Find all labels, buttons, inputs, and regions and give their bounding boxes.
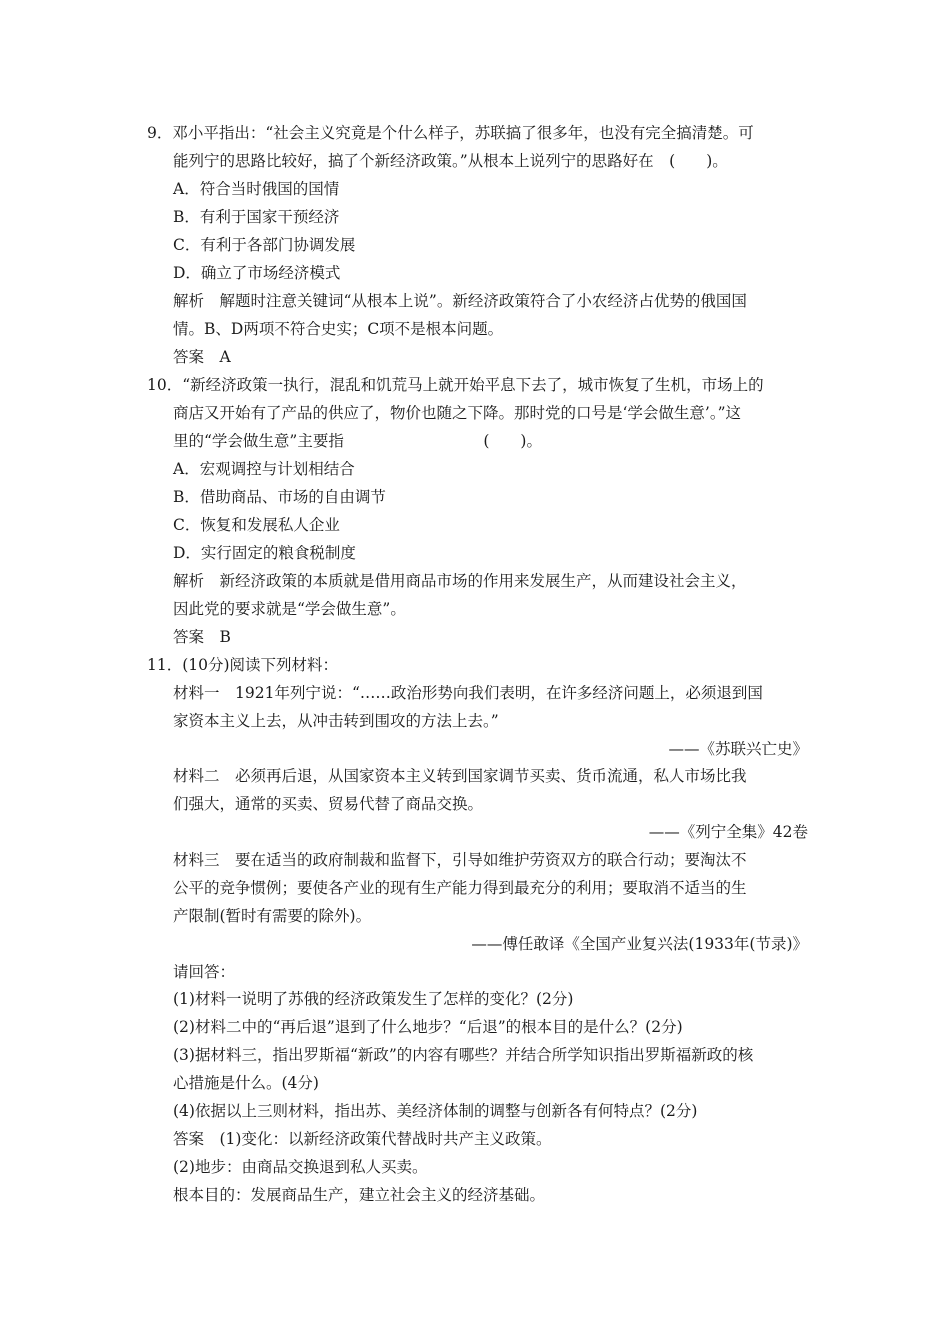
q11-material-3-line-3: 产限制(暂时有需要的除外)。	[173, 907, 372, 925]
q9-option-d: D．确立了市场经济模式	[173, 264, 341, 282]
q10-answer: 答案 B	[173, 628, 231, 646]
q11-stem: 11．(10分)阅读下列材料：	[147, 656, 339, 674]
q11-material-1-source: ——《苏联兴亡史》	[668, 740, 808, 758]
q11-material-3-line-1: 材料三 要在适当的政府制裁和监督下，引导如维护劳资双方的联合行动；要淘汰不	[173, 851, 747, 869]
q9-stem-line-2: 能列宁的思路比较好，搞了个新经济政策。”从根本上说列宁的思路好在 ( )。	[173, 152, 728, 170]
q11-ask: 请回答：	[173, 963, 236, 981]
q10-option-a: A．宏观调控与计划相结合	[173, 460, 355, 478]
q9-stem-line-1: 9．邓小平指出：“社会主义究竟是个什么样子，苏联搞了很多年，也没有完全搞清楚。可	[147, 124, 754, 142]
q11-sub-question-3-line-1: (3)据材料三，指出罗斯福“新政”的内容有哪些？并结合所学知识指出罗斯福新政的核	[173, 1046, 754, 1064]
q10-analysis-line-1: 解析 新经济政策的本质就是借用商品市场的作用来发展生产，从而建设社会主义，	[173, 572, 747, 590]
q10-option-b: B．借助商品、市场的自由调节	[173, 488, 386, 506]
q9-analysis-line-1: 解析 解题时注意关键词“从根本上说”。新经济政策符合了小农经济占优势的俄国国	[173, 292, 747, 310]
q11-answer-1: 答案 (1)变化：以新经济政策代替战时共产主义政策。	[173, 1130, 552, 1148]
q10-option-d: D．实行固定的粮食税制度	[173, 544, 356, 562]
q10-stem-line-2: 商店又开始有了产品的供应了，物价也随之下降。那时党的口号是‘学会做生意’。”这	[173, 404, 742, 422]
q10-option-c: C．恢复和发展私人企业	[173, 516, 340, 534]
q10-stem-line-1: 10．“新经济政策一执行，混乱和饥荒马上就开始平息下去了，城市恢复了生机，市场上的	[147, 376, 764, 394]
q11-material-1-line-2: 家资本主义上去，从冲击转到围攻的方法上去。”	[173, 712, 499, 730]
q11-material-3-source: ——傅任敢译《全国产业复兴法(1933年(节录)》	[471, 935, 808, 953]
q9-option-b: B．有利于国家干预经济	[173, 208, 340, 226]
q11-sub-question-4: (4)依据以上三则材料，指出苏、美经济体制的调整与创新各有何特点？(2分)	[173, 1102, 698, 1120]
q11-material-1-line-1: 材料一 1921年列宁说：“……政治形势向我们表明，在许多经济问题上，必须退到国	[173, 684, 763, 702]
q11-material-2-line-1: 材料二 必须再后退，从国家资本主义转到国家调节买卖、货币流通，私人市场比我	[173, 767, 747, 785]
q10-stem-line-3: 里的“学会做生意”主要指 ( )。	[173, 432, 542, 450]
q11-material-2-source: ——《列宁全集》42卷	[648, 823, 808, 841]
q9-option-a: A．符合当时俄国的国情	[173, 180, 340, 198]
q9-analysis-line-2: 情。B、D两项不符合史实；C项不是根本问题。	[173, 320, 504, 338]
q9-option-c: C．有利于各部门协调发展	[173, 236, 356, 254]
q10-analysis-line-2: 因此党的要求就是“学会做生意”。	[173, 600, 406, 618]
q11-sub-question-1: (1)材料一说明了苏俄的经济政策发生了怎样的变化？(2分)	[173, 990, 574, 1008]
q11-sub-question-2: (2)材料二中的“再后退”退到了什么地步？“后退”的根本目的是什么？(2分)	[173, 1018, 683, 1036]
q11-sub-question-3-line-2: 心措施是什么。(4分)	[173, 1074, 319, 1092]
q11-material-3-line-2: 公平的竞争惯例；要使各产业的现有生产能力得到最充分的利用；要取消不适当的生	[173, 879, 747, 897]
q11-answer-3: 根本目的：发展商品生产，建立社会主义的经济基础。	[173, 1186, 546, 1204]
q9-answer: 答案 A	[173, 348, 231, 366]
q11-answer-2: (2)地步：由商品交换退到私人买卖。	[173, 1158, 428, 1176]
q11-material-2-line-2: 们强大，通常的买卖、贸易代替了商品交换。	[173, 795, 484, 813]
